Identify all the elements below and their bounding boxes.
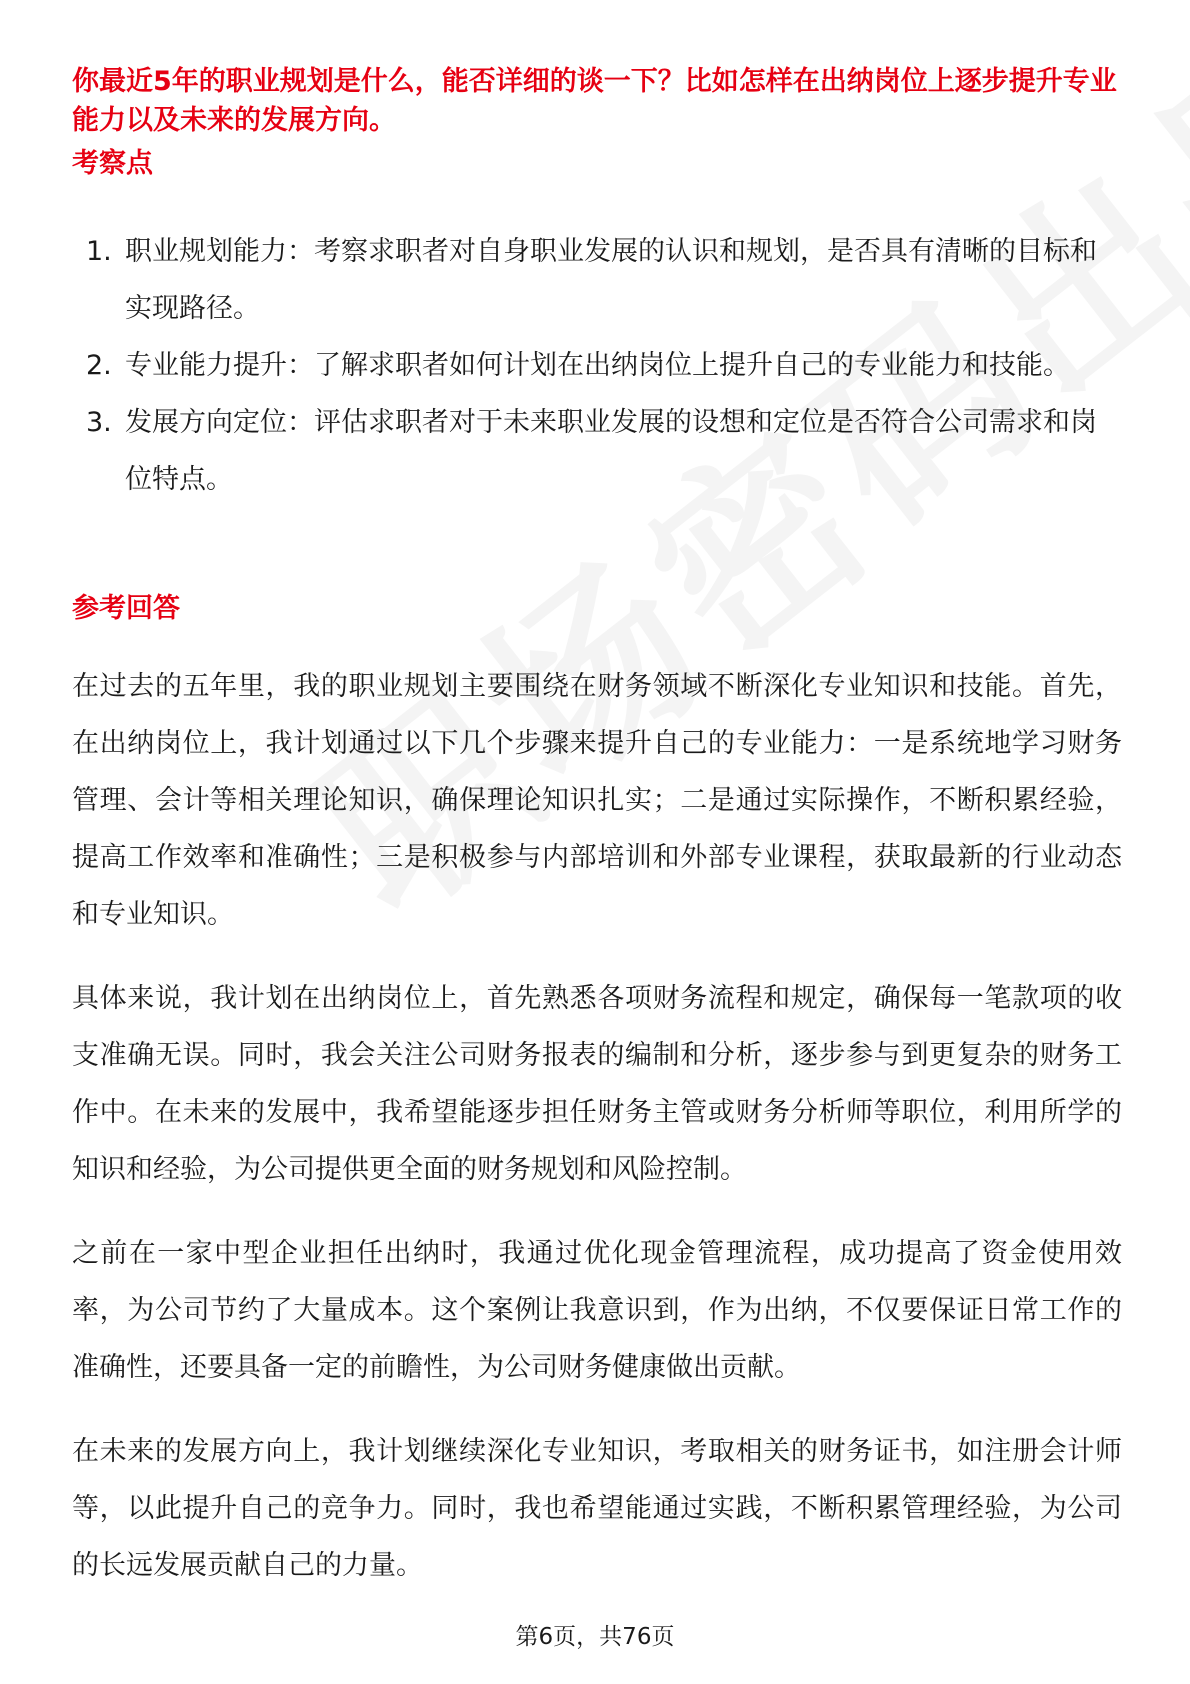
page-footer: 第6页，共76页 xyxy=(515,1624,675,1650)
answer-paragraph: 之前在一家中型企业担任出纳时，我通过优化现金管理流程，成功提高了资金使用效率，为公司节约了大量成本。这个案例让我意识到，作为出纳，不仅要保证日常工作的准确性，还要具备一定的前瞻性，为公司财务健康做出贡献。 xyxy=(72,1238,1122,1383)
points-list xyxy=(72,223,1122,508)
point-item xyxy=(72,223,1122,337)
point-text: 发展方向定位：评估求职者对于未来职业发展的设想和定位是否符合公司需求和岗位特点。 xyxy=(125,407,1097,495)
point-text: 职业规划能力：考察求职者对自身职业发展的认识和规划，是否具有清晰的目标和实现路径。 xyxy=(125,236,1097,324)
point-number: 3. xyxy=(86,407,112,438)
answer-body xyxy=(72,658,1122,1621)
point-item xyxy=(72,337,1122,394)
question-title: 你最近5年的职业规划是什么，能否详细的谈一下？比如怎样在出纳岗位上逐步提升专业能力以及未来的发展方向。 xyxy=(72,66,1117,136)
point-number: 1. xyxy=(86,236,112,267)
answer-paragraph: 具体来说，我计划在出纳岗位上，首先熟悉各项财务流程和规定，确保每一笔款项的收支准确无误。同时，我会关注公司财务报表的编制和分析，逐步参与到更复杂的财务工作中。在未来的发展中，我希望能逐步担任财务主管或财务分析师等职位，利用所学的知识和经验，为公司提供更全面的财务规划和风险控制。 xyxy=(72,983,1122,1185)
point-item xyxy=(72,394,1122,508)
points-heading: 考察点 xyxy=(72,148,153,179)
answer-paragraph: 在过去的五年里，我的职业规划主要围绕在财务领域不断深化专业知识和技能。首先，在出纳岗位上，我计划通过以下几个步骤来提升自己的专业能力：一是系统地学习财务管理、会计等相关理论知识，确保理论知识扎实；二是通过实际操作，不断积累经验，提高工作效率和准确性；三是积极参与内部培训和外部专业课程，获取最新的行业动态和专业知识。 xyxy=(72,671,1122,930)
answer-paragraph: 在未来的发展方向上，我计划继续深化专业知识，考取相关的财务证书，如注册会计师等，以此提升自己的竞争力。同时，我也希望能通过实践，不断积累管理经验，为公司的长远发展贡献自己的力量。 xyxy=(72,1436,1122,1581)
answer-heading: 参考回答 xyxy=(72,593,180,624)
point-text: 专业能力提升：了解求职者如何计划在出纳岗位上提升自己的专业能力和技能。 xyxy=(125,350,1070,381)
point-number: 2. xyxy=(86,350,112,381)
